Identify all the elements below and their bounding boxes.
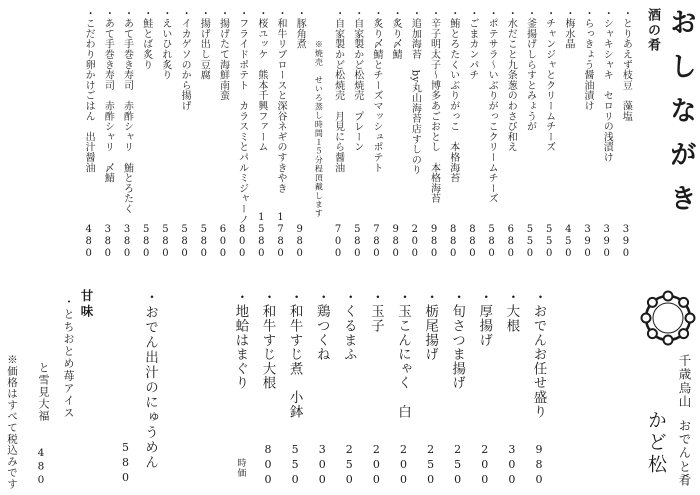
menu-item-price: 980: [428, 224, 440, 260]
menu-item-price: 980: [294, 224, 306, 260]
menu-item-name: ・辛子明太子～博多あごおとし 本格海苔: [428, 8, 440, 204]
menu-item-price: 980: [390, 224, 402, 260]
oden-item: [254, 290, 281, 488]
menu-item-price: 390: [601, 224, 613, 260]
oden-item-price: 250: [451, 443, 465, 488]
menu-item: [597, 8, 616, 260]
menu-item: [290, 8, 309, 260]
menu-item: [155, 8, 174, 260]
menu-item: [175, 8, 194, 260]
sweets-item-price: 480: [35, 447, 47, 488]
menu-item-price: 580: [159, 224, 171, 260]
nyumen-item-name: ・おでん出汁のにゅうめん: [142, 290, 158, 470]
menu-item-name: ・チャンジャとクリームチーズ: [543, 8, 555, 153]
oden-item-price: 980: [532, 443, 546, 488]
menu-item-price: 390: [582, 224, 594, 260]
menu-item-name: ・和牛リブロースと深谷ネギのすきやき: [275, 8, 287, 194]
menu-item-name: ・豚角煮: [294, 8, 306, 50]
nyumen-item-price: 580: [119, 441, 132, 486]
tax-footnote: ※価格はすべて税込みです: [6, 354, 18, 490]
menu-item-price: 1780: [275, 212, 287, 260]
menu-item: [366, 8, 385, 260]
oden-item-name: ・大根: [503, 290, 520, 333]
shop-logo-emblem: [640, 288, 696, 348]
oden-item: [444, 290, 471, 488]
menu-item-name: ・釜揚げしらすとみょうが: [524, 8, 536, 132]
oden-item: [362, 290, 389, 488]
menu-item: [616, 8, 635, 260]
menu-item-price: 680: [505, 224, 517, 260]
menu-item-name: ・桜ユッケ 熊本千興ファーム: [255, 8, 267, 153]
menu-item-price: 880: [466, 224, 478, 260]
menu-item-price: 550: [543, 224, 555, 260]
menu-item-price: 580: [198, 224, 210, 260]
menu-item: [501, 8, 520, 260]
menu-item: [194, 8, 213, 260]
menu-item-name: ・あて手巻き寿司 赤酢シャリ 鮪とろたく: [121, 8, 133, 214]
oden-item-price: 200: [369, 443, 383, 488]
menu-item: [424, 8, 443, 260]
oden-item: [471, 290, 498, 488]
menu-item: [443, 8, 462, 260]
menu-item: [117, 8, 136, 260]
menu-item-name: ・自家製かど松焼売 プレーン: [351, 8, 363, 153]
menu-item-name: ・鮪とろたくいぶりがっこ 本格海苔: [447, 8, 459, 184]
menu-item: [136, 8, 155, 260]
oden-item: [525, 290, 552, 488]
oden-item-price: 550: [288, 443, 302, 488]
menu-item-price: 880: [447, 224, 459, 260]
oden-item-price: 200: [396, 443, 410, 488]
menu-item-price: 200: [409, 224, 421, 260]
oden-item-name: ・和牛すじ煮 小鉢: [286, 290, 303, 419]
menu-item: [482, 8, 501, 260]
section-heading-sake-snacks: 酒の肴: [645, 8, 660, 53]
menu-item-name: ・鮭とば炙り: [140, 8, 152, 70]
oden-item-name: ・旬さつま揚げ: [449, 290, 466, 391]
menu-item-price: 800: [236, 224, 248, 261]
menu-item-name: ・あて手巻き寿司 赤酢シャリ 〆鯖: [102, 8, 114, 184]
menu-item: [79, 8, 98, 260]
menu-item: [347, 8, 366, 260]
oden-item: [335, 290, 362, 488]
oden-list: [227, 290, 552, 488]
menu-note: ※焼売 せいろ蒸し時間１５分程頂戴します: [314, 40, 324, 218]
menu-item-name: ・らっきょう醤油漬け: [582, 8, 594, 111]
menu-title: おしながき: [665, 8, 696, 228]
menu-item-price: 1580: [255, 212, 267, 260]
menu-item: [98, 8, 117, 260]
menu-item-price: 580: [486, 224, 498, 260]
menu-item-name: ・揚げたて海鮮南蛮: [217, 8, 229, 101]
oden-item-name: ・厚揚げ: [476, 290, 493, 348]
oden-item-price: 250: [424, 443, 438, 488]
menu-item: [270, 8, 289, 260]
menu-item-name: ・自家製かど松焼売 月見にら醤油: [332, 8, 344, 173]
menu-item-price: 390: [620, 224, 632, 260]
shop-name: かど松: [645, 410, 667, 476]
oden-item-name: ・和牛すじ大根: [259, 290, 276, 391]
menu-item-name: ・炙り〆鯖: [390, 8, 402, 60]
menu-item: [213, 8, 232, 260]
menu-item-price: 580: [351, 224, 363, 260]
oden-item: [498, 290, 525, 488]
oden-item-name: ・鶏つくね: [313, 290, 330, 362]
menu-item-price: 600: [217, 224, 229, 260]
oden-item-name: ・地蛤はまぐり: [232, 290, 249, 391]
shop-tagline: おでんと肴: [677, 418, 692, 488]
section-heading-sweets: 甘味: [79, 289, 94, 320]
menu-item-name: ・ポテサラ～いぶりがっこクリームチーズ: [486, 8, 498, 204]
oden-item-name: ・おでんお任せ盛り: [530, 290, 547, 419]
oden-item-price: 時価: [235, 458, 246, 478]
menu-item-name: ・フライドポテト カラスミとパルミジャーノ: [236, 8, 248, 225]
menu-item-name: ・揚げ出し豆腐: [198, 8, 210, 81]
sweets-item-name: ・とちおとめ苺アイス: [62, 296, 75, 419]
menu-item: [520, 8, 539, 260]
oden-item: [417, 290, 444, 488]
menu-item: [405, 8, 424, 260]
oden-item-name: ・栃尾揚げ: [422, 290, 439, 362]
oden-item: [281, 290, 308, 488]
oden-item-price: 300: [505, 443, 519, 488]
oden-item-name: ・玉子: [367, 290, 384, 333]
menu-item-price: 380: [102, 224, 114, 260]
menu-item-name: ・梅水晶: [562, 8, 574, 50]
menu-item-price: 550: [524, 224, 536, 260]
menu-item-price: 700: [332, 224, 344, 260]
menu-item-name: ・水だこと九条葱のわさび和え: [505, 8, 517, 153]
menu-item-name: ・とりあえず枝豆 藻塩: [620, 8, 632, 122]
menu-item: [577, 8, 596, 260]
menu-item-name: ・こだわり卵かけごはん 出汁醤油: [83, 8, 95, 173]
menu-item-price: 480: [83, 224, 95, 260]
oden-item-name: ・くるまふ: [340, 290, 357, 362]
oden-item-price: 250: [342, 443, 356, 488]
shop-area: 千歳烏山: [677, 354, 692, 409]
oden-item: [389, 290, 416, 488]
menu-item-price: 580: [140, 224, 152, 260]
menu-item-name: ・ごまカンパチ: [466, 8, 478, 81]
oden-item: [308, 290, 335, 488]
oden-item: [227, 290, 254, 488]
menu-item-name: ・追加海苔 by丸山海苔店すしのり: [409, 8, 421, 176]
menu-note-column: [309, 8, 328, 260]
oden-item-price: 300: [315, 443, 329, 488]
menu-item-name: ・イカゲソのから揚げ: [179, 8, 191, 111]
menu-item: [558, 8, 577, 260]
menu-item-name: ・えいひれ炙り: [159, 8, 171, 81]
sake-snacks-list: [79, 8, 635, 260]
menu-item: [386, 8, 405, 260]
menu-item: [462, 8, 481, 260]
menu-item-price: 780: [370, 224, 382, 260]
menu-item-price: 450: [562, 224, 574, 260]
oden-item-price: 800: [261, 443, 275, 488]
menu-item-name: ・炙り〆鯖とチーズマッシュポテト: [370, 8, 382, 173]
menu-item: [251, 8, 270, 260]
menu-item: [328, 8, 347, 260]
shop-subtitle: [676, 354, 692, 487]
oden-item-name: ・玉こんにゃく 白: [394, 290, 411, 419]
oden-item-price: 200: [478, 443, 492, 488]
menu-item-price: 580: [179, 224, 191, 260]
menu-item: [232, 8, 251, 260]
sweets-item-name-continued: と雪見大福: [37, 362, 50, 422]
menu-item: [539, 8, 558, 260]
menu-item-price: 380: [121, 224, 133, 260]
menu-item-name: ・シャキシャキ セロリの浅漬け: [601, 8, 613, 163]
